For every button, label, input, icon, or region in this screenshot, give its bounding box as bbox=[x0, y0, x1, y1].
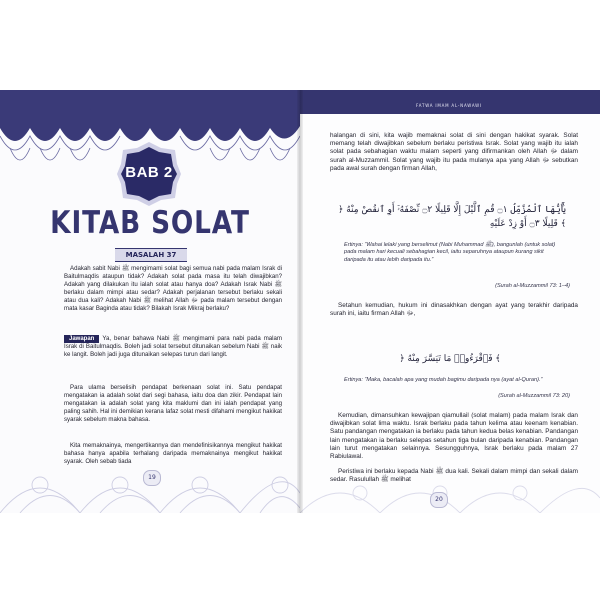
body-paragraph: Peristiwa ini berlaku kepada Nabi ﷺ dua kali. Sekali dalam mimpi dan sekali dalam sedar. Rasulullah ﷺ melihat bbox=[330, 468, 579, 484]
chapter-title: KITAB SOLAT bbox=[50, 205, 250, 241]
masalah-label-box bbox=[115, 248, 187, 262]
arabic-verse: ﴿ يَٰٓأَيُّهَا ٱلْمُزَّمِّلُ ۝١ قُمِ ٱلَّيْلَ إِلَّا قَلِيلًا ۝٢ نِّصْفَهُۥٓ أَوِ ٱنقُصْ مِنْهُ قَلِيلًا ۝٣ أَوْ زِدْ عَلَيْهِ ﴾ bbox=[338, 205, 566, 229]
body-paragraph: Kita memaknainya, mengertikannya dan mendefinisikannya mengikut hakikat bahasa hanya apabila terhalang daripada memaknainya mengikut hakikat syarak. Oleh sebab tiada bbox=[64, 442, 282, 465]
body-paragraph: halangan di sini, kita wajib memaknai solat di sini dengan hakikat syarak. Solat memang telah diwajibkan sebelum berlaku peristiwa Israk. Solat yang wajib itu ialah solat pada sebahagian waktu malam seperti yang difirmankan oleh Allah ﷻ dalam surah al-Muzzammil. Solat yang wajib itu pada mulanya apa yang Allah ﷻ sebutkan pada awal surah dengan firman Allah, bbox=[330, 132, 578, 172]
body-paragraph: Kemudian, dimansuhkan kewajipan qiamullail (solat malam) pada malam Israk dan diwajibkan solat lima waktu. Israk berlaku pada tahun kelima atau keenam kenabian. Satu pandangan mengatakan ia berlaku pada tahun kedua belas kenabian. Pandangan lain mengatakan ia berlaku selepas setahun tiga bulan daripada kenabian. Pandangan lain turut mengatakan selainnya. Sesungguhnya, Israk berlaku pada malam 27 Rabiulawal. bbox=[330, 412, 578, 461]
verse-translation: Ertinya: “Wahai lelaki yang berselimut (Nabi Muhammad ﷺ), bangunlah (untuk solat) pada malam hari kecuali sebahagian kecil, iaitu separuhnya ataupun kurang sikit daripada itu atau lebih daripada itu.” bbox=[344, 242, 556, 263]
page-number: 19 bbox=[143, 470, 161, 486]
page-number: 20 bbox=[430, 492, 448, 508]
arabic-verse: ﴿ فَٱقْرَءُوا۟ مَا تَيَسَّرَ مِنْهُ ﴾ bbox=[399, 354, 501, 364]
left-page bbox=[0, 90, 300, 513]
question-paragraph: Adakah sabit Nabi ﷺ mengimami solat bagi semua nabi pada malam Israk di Baitulmaqdis ataupun tidak? Adakah solat pada masa itu telah diwajibkan? Adakah yang dilakukan itu ialah solat atau hanya doa? Adakah Israk Nabi ﷺ berlaku dalam mimpi atau sedar? Adakah perjalanan tersebut berlaku sekali atau dua kali? Adakah Nabi ﷺ melihat Allah ﷻ pada malam tersebut dengan mata kasar Baginda atau tidak? Bilakah Israk Mikraj berlaku? bbox=[64, 265, 283, 312]
verse-citation: (Surah al-Muzzammil 73: 20) bbox=[498, 393, 570, 399]
book-spread bbox=[0, 90, 600, 513]
answer-text: Ya, benar bahawa Nabi ﷺ mengimami para nabi pada malam Israk di Baitulmaqdis. Boleh jadi solat tersebut ditunaikan sebelum Nabi ﷺ naik ke langit. Boleh jadi juga ditunaikan selepas turun dari langit. bbox=[64, 335, 282, 358]
masalah-label: MASALAH 37 bbox=[125, 251, 177, 259]
answer-paragraph bbox=[64, 335, 282, 359]
verse-citation: (Surah al-Muzzammil 73: 1–4) bbox=[495, 283, 570, 289]
body-paragraph: Setahun kemudian, hukum ini dinasakhkan dengan ayat yang terakhir daripada surah ini, iaitu firman Allah ﷻ, bbox=[330, 302, 578, 318]
top-band bbox=[0, 90, 300, 120]
top-band bbox=[300, 90, 600, 114]
verse-translation: Ertinya: “Maka, bacalah apa yang mudah bagimu daripada nya (ayat al-Quran).” bbox=[344, 377, 543, 383]
floral-ornament bbox=[300, 443, 600, 513]
right-page bbox=[300, 90, 600, 513]
running-head: FATWA IMAM AL-NAWAWI bbox=[416, 103, 482, 108]
book-gutter bbox=[297, 90, 303, 513]
jawapan-label: Jawapan bbox=[64, 335, 99, 343]
chapter-badge: BAB 2 bbox=[125, 164, 173, 181]
body-paragraph: Para ulama berselisih pendapat berkenaan solat ini. Satu pendapat mengatakan ia adalah solat dari segi bahasa, iaitu doa dan zikir. Pendapat lain mengatakan ia adalah solat yang kita maklumi dan ini ialah pendapat yang paling sahih. Hal ini demikian kerana lafaz solat mesti difahami mengikut hakikat syarak sebelum makna bahasa. bbox=[64, 384, 282, 423]
floral-ornament bbox=[0, 423, 300, 513]
